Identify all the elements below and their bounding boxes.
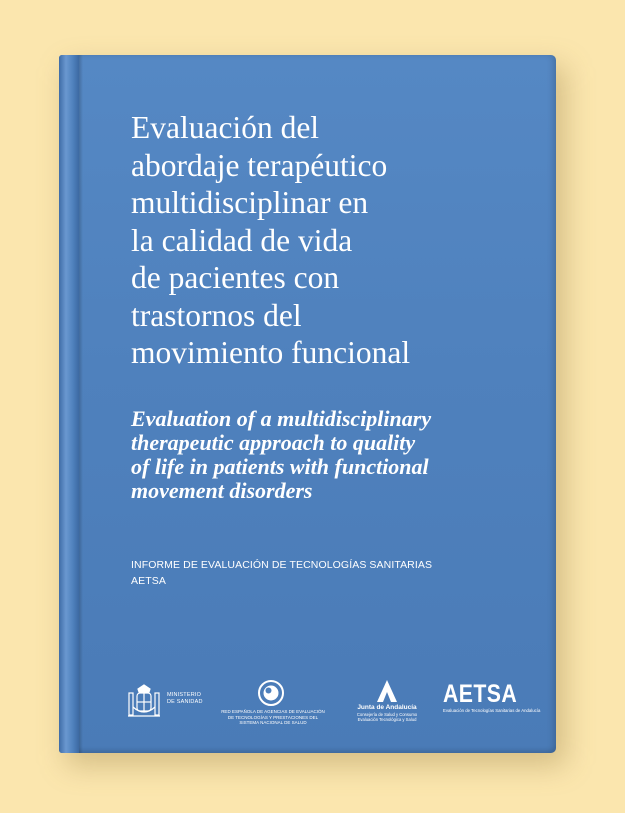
aetsa-logo — [443, 679, 543, 725]
title-english: Evaluation of a multidisciplinary therapeutic approach to quality of life in patients with functional movement disorders — [131, 406, 432, 503]
aetsa-wordmark: AETSA — [443, 680, 518, 708]
redets-label: RED ESPAÑOLA DE AGENCIAS DE EVALUACIÓN DE TECNOLOGÍAS Y PRESTACIONES DEL SISTEMA NACIONAL DE SALUD — [221, 709, 325, 725]
aetsa-subtitle: Evaluación de Tecnologías Sanitarias de Andalucía — [443, 708, 541, 713]
ministerio-logo — [125, 679, 210, 725]
junta-name: Junta de Andalucía — [357, 704, 417, 711]
spine-shadow — [79, 55, 83, 753]
report-type: INFORME DE EVALUACIÓN DE TECNOLOGÍAS SANITARIAS AETSA — [131, 559, 433, 587]
redets-logo — [218, 679, 328, 725]
title-spanish: Evaluación del abordaje terapéutico multidisciplinar en la calidad de vida de pacientes con trastornos del movimiento funcional — [131, 110, 411, 370]
book-cover — [59, 55, 556, 753]
redets-circle-icon — [256, 679, 286, 709]
logo-strip — [125, 679, 545, 725]
junta-logo — [343, 679, 431, 725]
ministerio-label: MINISTERIO DE SANIDAD — [167, 692, 203, 705]
coat-of-arms-icon — [125, 683, 163, 721]
junta-a-icon — [363, 679, 411, 703]
junta-subtitle: Consejería de Salud y Consumo Evaluación Tecnológica y Salud — [356, 712, 418, 722]
book-spine — [59, 55, 79, 753]
